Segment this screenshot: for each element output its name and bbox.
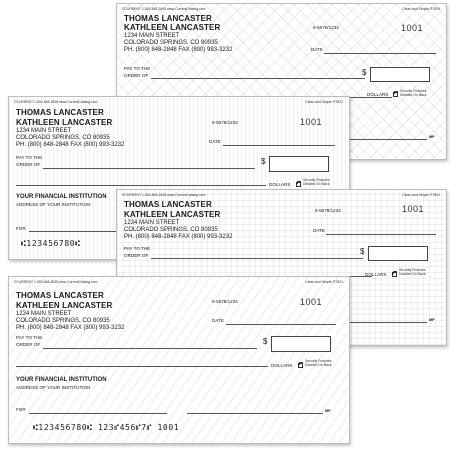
address-phone: PH. (800) 848-2848 FAX (800) 993-3232 [124, 234, 233, 240]
dollar-sign: $ [362, 68, 367, 77]
amount-box[interactable] [368, 246, 428, 261]
micr-line: ⑆123456780⑆ [21, 239, 81, 248]
routing-fraction: 9-5678/1234 [212, 299, 238, 304]
order-of-label: ORDER OF [16, 342, 41, 347]
account-name-2: KATHLEEN LANCASTER [16, 118, 113, 127]
account-name-2: KATHLEEN LANCASTER [124, 210, 221, 219]
mp-mark: MP [429, 135, 435, 139]
dollars-label: DOLLARS [271, 363, 293, 368]
date-line[interactable] [324, 53, 436, 54]
dollar-sign: $ [263, 337, 268, 346]
order-of-label: ORDER OF [124, 253, 149, 258]
address-city: COLORADO SPRINGS, CO 80935 [124, 40, 218, 46]
check-header-right: Clean and Simple ®7821 [305, 280, 343, 284]
bank-address: ADDRESS OF YOUR INSTITUTION [16, 385, 91, 390]
dollars-label: DOLLARS [269, 182, 291, 187]
security-note: Security Features Detailed On Back. [399, 268, 427, 276]
address-phone: PH. (800) 848-2848 FAX (800) 993-3232 [16, 142, 125, 148]
account-name-2: KATHLEEN LANCASTER [124, 23, 221, 32]
bank-name: YOUR FINANCIAL INSTITUTION [16, 377, 107, 383]
check-number: 1001 [300, 297, 323, 307]
account-name-2: KATHLEEN LANCASTER [16, 301, 113, 310]
check-header-left: ©CURRENT 1-800-848-2848 www.CurrentCatalog.com [14, 100, 98, 104]
dollars-label: DOLLARS [367, 92, 389, 97]
payee-line[interactable] [43, 168, 255, 169]
address-street: 1234 MAIN STREET [124, 33, 180, 39]
memo-line[interactable] [29, 413, 167, 414]
lock-icon [392, 272, 397, 277]
memo-label: FOR [16, 407, 26, 412]
mp-mark: MP [325, 409, 331, 413]
payee-line[interactable] [43, 348, 257, 349]
address-street: 1234 MAIN STREET [16, 128, 72, 134]
security-note: Security Features Detailed On Back. [305, 359, 333, 367]
date-label: DATE [212, 318, 224, 323]
date-line[interactable] [226, 324, 336, 325]
dollars-label: DOLLARS [365, 272, 387, 277]
amount-words-line[interactable] [16, 366, 268, 367]
check-number: 1001 [300, 117, 323, 127]
check-number: 1001 [402, 204, 425, 214]
address-street: 1234 MAIN STREET [124, 220, 180, 226]
check-header-left: ©CURRENT 1-800-848-2848 www.CurrentCatalog.com [14, 280, 98, 284]
order-of-label: ORDER OF [16, 162, 41, 167]
date-label: DATE [311, 47, 323, 52]
order-of-label: ORDER OF [124, 73, 149, 78]
amount-box[interactable] [370, 67, 430, 82]
payee-line[interactable] [151, 258, 363, 259]
pay-to-label: PAY TO THE [124, 66, 151, 71]
address-phone: PH. (800) 848-2848 FAX (800) 993-3232 [16, 325, 125, 331]
address-city: COLORADO SPRINGS, CO 80935 [124, 227, 218, 233]
address-street: 1234 MAIN STREET [16, 311, 72, 317]
signature-line[interactable] [187, 413, 323, 414]
address-phone: PH. (800) 848-2848 FAX (800) 993-3232 [124, 47, 233, 53]
amount-words-line[interactable] [16, 185, 266, 186]
account-name-1: THOMAS LANCASTER [124, 200, 212, 209]
account-name-1: THOMAS LANCASTER [16, 291, 104, 300]
lock-icon [298, 363, 303, 368]
amount-box[interactable] [271, 336, 331, 352]
account-name-1: THOMAS LANCASTER [16, 108, 104, 117]
check-header-left: ©CURRENT 1-800-848-2848 www.CurrentCatalog.com [122, 7, 206, 11]
routing-fraction: 9-5678/1234 [315, 208, 341, 213]
pay-to-label: PAY TO THE [16, 155, 43, 160]
date-label: DATE [209, 139, 221, 144]
bank-name: YOUR FINANCIAL INSTITUTION [16, 194, 107, 200]
dollar-sign: $ [360, 247, 365, 256]
date-line[interactable] [326, 234, 436, 235]
micr-line: ⑆123456780⑆ 123⑈456⑈7⑈ 1001 [33, 423, 180, 432]
address-city: COLORADO SPRINGS, CO 80935 [16, 318, 110, 324]
payee-line[interactable] [151, 78, 365, 79]
mp-mark: MP [429, 318, 435, 322]
bank-address: ADDRESS OF YOUR INSTITUTION [16, 202, 91, 207]
check-number: 1001 [401, 23, 424, 33]
date-line[interactable] [223, 145, 335, 146]
check-header-right: Clean and Simple ®7825 [402, 7, 440, 11]
dollar-sign: $ [261, 157, 266, 166]
routing-fraction: 9-5678/1234 [212, 120, 238, 125]
security-note: Security Features Detailed On Back. [400, 89, 428, 97]
security-note: Security Features Detailed On Back. [303, 178, 331, 186]
date-label: DATE [313, 228, 325, 233]
lock-icon [296, 182, 301, 187]
check-header-left: ©CURRENT 1-800-848-2848 www.CurrentCatalog.com [122, 193, 206, 197]
memo-label: FOR [16, 226, 26, 231]
address-city: COLORADO SPRINGS, CO 80935 [16, 135, 110, 141]
lock-icon [393, 92, 398, 97]
pay-to-label: PAY TO THE [16, 335, 43, 340]
amount-box[interactable] [269, 156, 329, 172]
check-bottom-left [8, 276, 350, 444]
check-header-right: Clean and Simple ®7821 [305, 100, 343, 104]
memo-line[interactable] [29, 231, 119, 232]
check-header-right: Clean and Simple ®7824 [402, 193, 440, 197]
pay-to-label: PAY TO THE [124, 246, 151, 251]
account-name-1: THOMAS LANCASTER [124, 14, 212, 23]
routing-fraction: 9-5678/1234 [313, 25, 339, 30]
